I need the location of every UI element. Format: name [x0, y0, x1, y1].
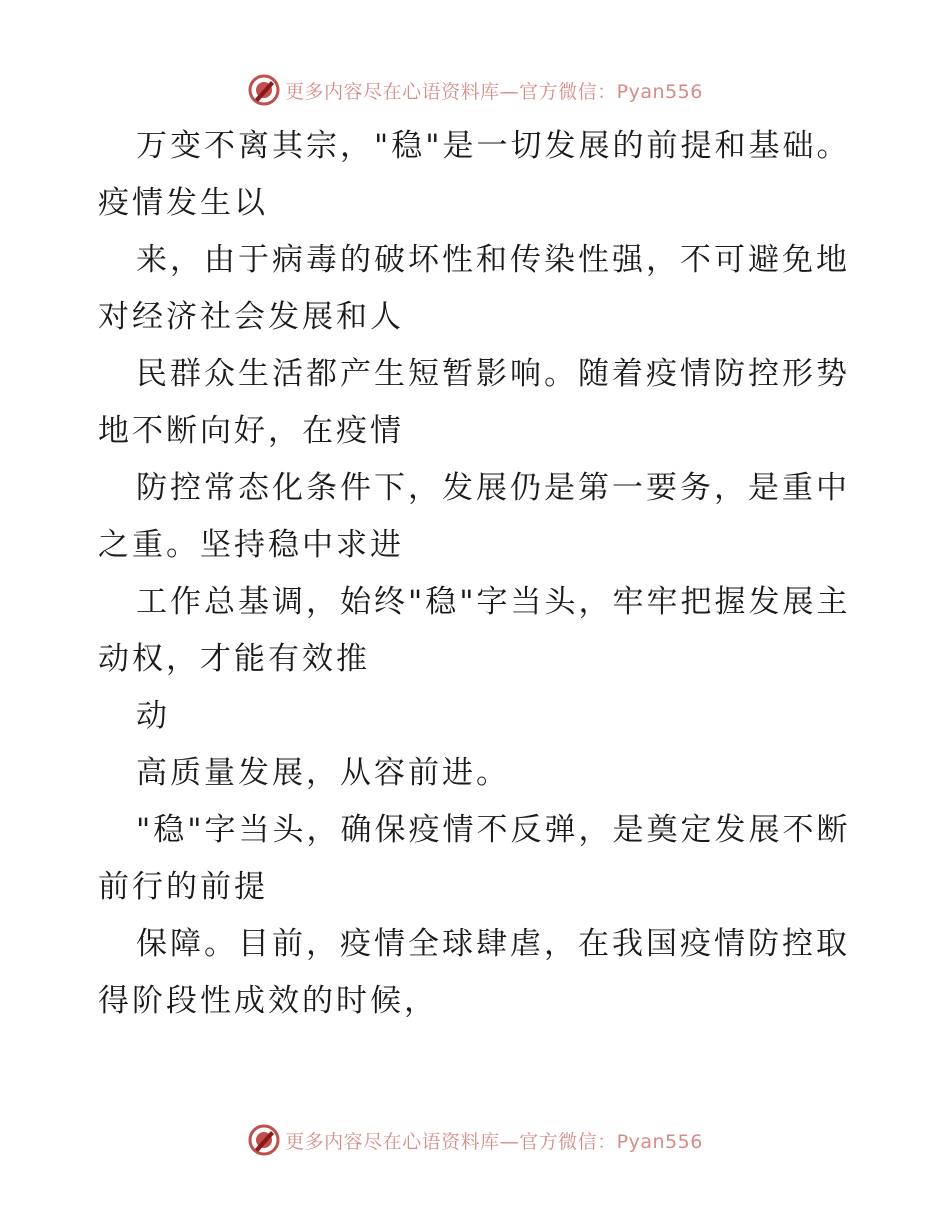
footer-watermark-banner — [0, 1120, 950, 1160]
paragraph — [98, 688, 858, 745]
paragraph-line: 前行的前提 — [98, 869, 268, 905]
paragraph — [98, 574, 858, 688]
paragraph-line: 民群众生活都产生短暂影响。随着疫情防控形势 — [136, 356, 850, 392]
paragraph-line: 万变不离其宗，"稳"是一切发展的前提和基础。 — [136, 128, 851, 164]
paragraph-line: 高质量发展，从容前进。 — [136, 755, 510, 791]
paragraph — [98, 745, 858, 802]
pen-logo-icon — [247, 73, 281, 107]
paragraph-line: 对经济社会发展和人 — [98, 299, 404, 335]
document-body — [98, 118, 858, 1030]
paragraph-line: 疫情发生以 — [98, 185, 268, 221]
paragraph — [98, 460, 858, 574]
paragraph — [98, 916, 858, 1030]
paragraph — [98, 118, 858, 232]
pen-logo-icon — [247, 1123, 281, 1157]
footer-watermark-text: 更多内容尽在心语资料库—官方微信：Pyan556 — [285, 1130, 703, 1153]
paragraph-line: 来，由于病毒的破坏性和传染性强，不可避免地 — [136, 242, 850, 278]
header-watermark-text: 更多内容尽在心语资料库—官方微信：Pyan556 — [285, 80, 703, 103]
paragraph-line: 动权，才能有效推 — [98, 641, 370, 677]
paragraph-line: 得阶段性成效的时候， — [98, 983, 438, 1019]
paragraph-line: "稳"字当头，确保疫情不反弹，是奠定发展不断 — [136, 812, 851, 848]
header-watermark-banner — [0, 70, 950, 110]
paragraph-line: 动 — [136, 698, 170, 734]
paragraph-line: 之重。坚持稳中求进 — [98, 527, 404, 563]
paragraph-line: 地不断向好，在疫情 — [98, 413, 404, 449]
paragraph — [98, 346, 858, 460]
paragraph-line: 保障。目前，疫情全球肆虐，在我国疫情防控取 — [136, 926, 850, 962]
paragraph — [98, 802, 858, 916]
paragraph-line: 防控常态化条件下，发展仍是第一要务，是重中 — [136, 470, 850, 506]
paragraph — [98, 232, 858, 346]
paragraph-line: 工作总基调，始终"稳"字当头，牢牢把握发展主 — [136, 584, 851, 620]
